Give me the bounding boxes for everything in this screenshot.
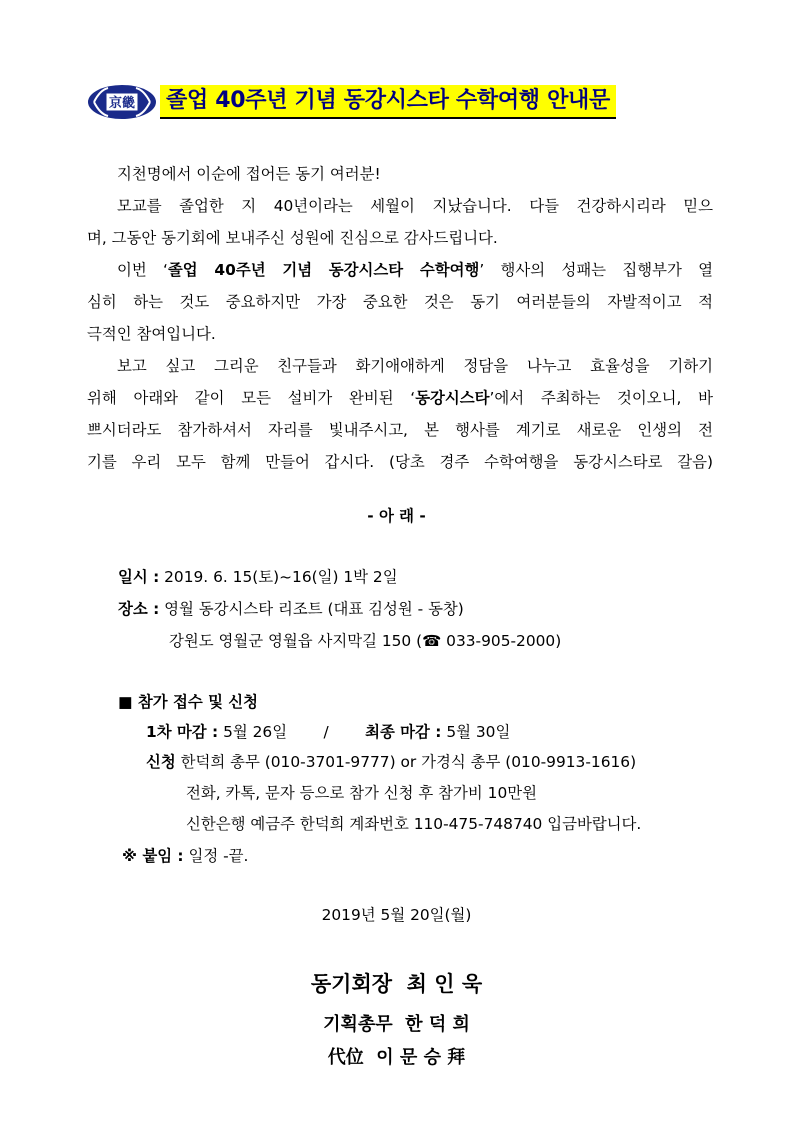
title-row	[86, 84, 616, 120]
event-place-row: 장소 : 영월 동강시스타 리조트 (대표 김성원 - 동창)	[118, 600, 464, 618]
letter-body	[87, 158, 713, 478]
paragraph-greeting: 지천명에서 이순에 접어든 동기 여러분!	[117, 165, 381, 183]
paragraph-4-line-3: 쁘시더라도 참가하셔서 자리를 빛내주시고, 본 행사를 계기로 새로운 인생의 전	[87, 421, 713, 439]
logo-text: 京畿	[108, 96, 136, 111]
apply-line-2: 전화, 카톡, 문자 등으로 참가 신청 후 참가비 10만원	[186, 784, 537, 802]
venue-name-bold: 동강시스타	[415, 389, 490, 407]
document-date: 2019년 5월 20일(월)	[321, 906, 472, 924]
signature-proxy: 代位 이 문 승 拜	[327, 1047, 466, 1068]
paragraph-4-line-2: 위해 아래와 같이 모든 설비가 완비된 ‘동강시스타’에서 주최하는 것이오니, 바	[87, 389, 713, 407]
registration-heading: ■ 참가 접수 및 신청	[118, 693, 259, 711]
apply-line-3: 신한은행 예금주 한덕희 계좌번호 110-475-748740 입금바랍니다.	[186, 815, 642, 833]
paragraph-3-line-1: 이번 ‘졸업 40주년 기념 동강시스타 수학여행’ 행사의 성패는 집행부가 열	[117, 261, 713, 279]
signature-secretary: 기획총무 한 덕 희	[323, 1014, 470, 1035]
event-address: 강원도 영월군 영월읍 사지막길 150 (☎ 033-905-2000)	[169, 632, 562, 650]
paragraph-3-line-2: 심히 하는 것도 중요하지만 가장 중요한 것은 동기 여러분들의 자발적이고 적	[87, 293, 713, 311]
apply-row: 신청 한덕희 총무 (010-3701-9777) or 가경식 총무 (010-9913-1616)	[146, 753, 637, 771]
notice-heading: - 아 래 -	[367, 507, 426, 525]
paragraph-2-line-2: 며, 그동안 동기회에 보내주신 성원에 진심으로 감사드립니다.	[87, 229, 498, 247]
paragraph-3-line-3: 극적인 참여입니다.	[87, 325, 216, 343]
attachment-row: ※ 붙임 : 일정 -끝.	[122, 847, 249, 865]
event-name-bold: 졸업 40주년 기념 동강시스타 수학여행	[167, 261, 480, 279]
school-logo-icon	[86, 84, 158, 120]
event-date-row: 일시 : 2019. 6. 15(토)~16(일) 1박 2일	[118, 568, 398, 586]
paragraph-4-line-4: 기를 우리 모두 함께 만들어 갑시다. (당초 경주 수학여행을 동강시스타로 갈음)	[87, 453, 713, 471]
page-title: 졸업 40주년 기념 동강시스타 수학여행 안내문	[160, 85, 616, 119]
deadline-row: 1차 마감 : 5월 26일 / 최종 마감 : 5월 30일	[146, 723, 511, 741]
paragraph-2-line-1: 모교를 졸업한 지 40년이라는 세월이 지났습니다. 다들 건강하시리라 믿으	[117, 197, 713, 215]
paragraph-4-line-1: 보고 싶고 그리운 친구들과 화기애애하게 정담을 나누고 효율성을 기하기	[117, 357, 713, 375]
signature-chairman: 동기회장 최 인 욱	[310, 972, 483, 996]
